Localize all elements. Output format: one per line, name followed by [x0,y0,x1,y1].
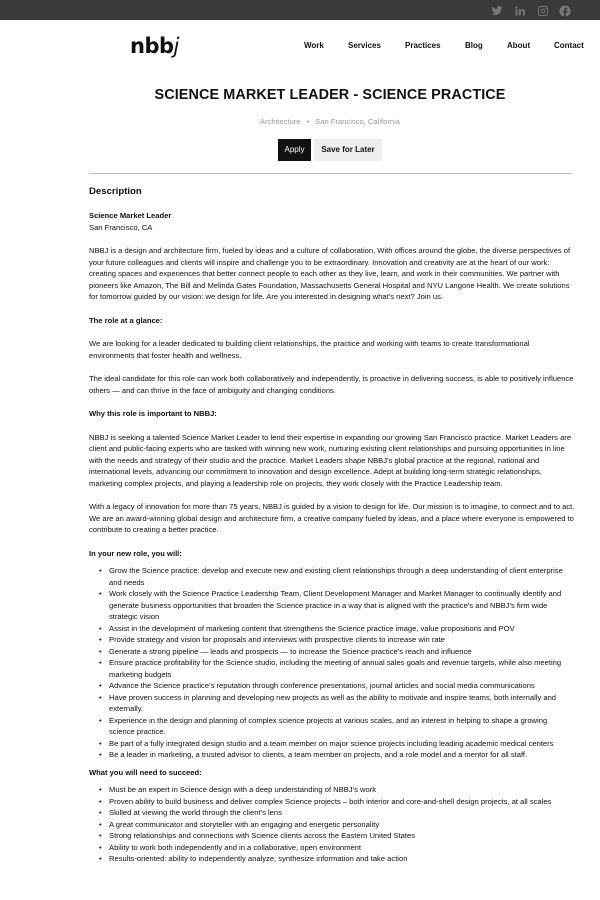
site-header [0,20,600,70]
description-heading: Description [89,186,142,197]
new-role-heading: In your new role, you will: [89,548,182,558]
nav-contact[interactable]: Contact [554,41,584,50]
job-description [89,186,575,865]
save-for-later-button[interactable]: Save for Later [314,139,382,161]
list-item: • Assist in the development of marketing content that strengthens the Science practice image, value propositions and POV [109,623,575,635]
apply-button[interactable]: Apply [278,139,311,161]
succeed-heading: What you will need to succeed: [89,767,202,777]
nav-services[interactable]: Services [348,41,381,50]
list-item: • Work closely with the Science Practice Leadership Team, Client Development Manager and Market Manager to continually identify and generate business opportunities that broaden the Science practice in a way that is aligned with the practice’s and NBBJ’s firm wide strategic vision [109,588,575,623]
glance-paragraph-2: The ideal candidate for this role can work both collaboratively and independently, is proactive in delivering success, is able to positively influence others — and can thrive in the face of ambiguity and changing conditions. [89,374,574,395]
nav-blog[interactable]: Blog [465,41,483,50]
new-role-list [109,565,575,761]
list-item: • Experience in the design and planning of complex science projects at various scales, and an interest in helping to shape a growing science practice. [109,715,575,738]
list-item: • Strong relationships and connections with Science clients across the Eastern United States [109,830,575,842]
list-item: • Results-oriented: ability to independently analyze, synthesize information and take action [109,853,575,865]
job-title: SCIENCE MARKET LEADER - SCIENCE PRACTICE [154,87,506,103]
facebook-icon[interactable] [559,5,571,17]
job-category: Architecture [259,117,301,126]
job-location: San Francisco, California [315,117,401,126]
list-item: • Ability to work both independently and in a collaborative, open environment [109,842,575,854]
glance-heading: The role at a glance: [89,315,163,325]
list-item: • Proven ability to build business and deliver complex Science projects – both interior and core-and-shell design projects, at all scales [109,796,575,808]
list-item: • Generate a strong pipeline — leads and prospects — to increase the Science practice’s reach and influence [109,646,575,658]
nav-practices[interactable]: Practices [405,41,441,50]
list-item: • Must be an expert in Science design with a deep understanding of NBBJ’s work [109,784,575,796]
meta-separator: • [306,117,310,126]
list-item: • Grow the Science practice: develop and execute new and existing client relationships through a deep understanding of client enterprise and needs [109,565,575,588]
list-item: • A great communicator and storyteller with an engaging and energetic personality [109,819,575,831]
why-paragraph-1: NBBJ is seeking a talented Science Market Leader to lend their expertise in expanding our growing San Francisco practice. Market Leaders are client and public-facing experts who are tasked with winning new work, nurturing existing client relationships and pursuing opportunities in line with the needs and strategy of their studio and the practice. Market Leaders shape NBBJ’s global practice at the regional, national and international levels, advancing our commitment to innovation and design excellence. Adept at building long-term strategic relationships, marketing complex projects, and playing a leadership role on projects, they work closely with the Practice Leadership team. [89,432,572,488]
list-item: • Have proven success in planning and developing new projects as well as the ability to motivate and inspire teams, both internally and externally. [109,692,575,715]
divider [89,173,572,174]
linkedin-icon[interactable] [514,5,526,17]
role-location: San Francisco, CA [89,222,153,232]
list-item: • Be a leader in marketing, a trusted advisor to clients, a team member on projects, and a role model and a mentor for all staff. [109,749,575,761]
why-heading: Why this role is important to NBBJ: [89,409,217,418]
succeed-list [109,784,575,865]
nav-work[interactable]: Work [304,41,324,50]
instagram-icon[interactable] [537,5,549,17]
glance-paragraph-1: We are looking for a leader dedicated to building client relationships, the practice and working with teams to create transformational environments that foster health and wellness. [89,339,530,360]
list-item: • Provide strategy and vision for proposals and interviews with prospective clients to increase win rate [109,634,575,646]
top-bar [0,0,600,20]
intro-paragraph: NBBJ is a design and architecture firm, fueled by ideas and a culture of collaboration. With offices around the globe, the diverse perspectives of your future colleagues and clients will inspire and challenge you to be extraordinary. Innovation and creativity are at the heart of our work: creating spaces and experiences that better connect people to each other as they live, learn, and work in their communities. We partner with pioneers like Amazon, The Bill and Melinda Gates Foundation, Massachusetts General Hospital and NYU Langone Health. We create solutions for tomorrow guided by our vision: we design for life. Are you interested in designing what’s next? Join us. [89,246,571,301]
list-item: • Ensure practice profitability for the Science studio, including the meeting of annual sales goals and revenue targets, while also meeting marketing budgets [109,657,575,680]
twitter-icon[interactable] [491,5,503,17]
nav-about[interactable]: About [507,41,531,50]
job-meta [0,116,600,128]
list-item: • Advance the Science practice’s reputation through conference presentations, journal articles and social media communications [109,680,575,692]
why-paragraph-2: With a legacy of innovation for more than 75 years, NBBJ is guided by a vision to design for life. Our mission is to imagine, to connect and to act. We are an award-winning global design and architecture firm, a creative company fueled by ideas, and a place where everyone is empowered to contribute to creating a better practice. [89,502,575,534]
list-item: • Skilled at viewing the world through the client’s lens [109,807,575,819]
list-item: • Be part of a fully integrated design studio and a team member on major science projects including leading academic medical centers [109,738,575,750]
role-title: Science Market Leader [89,211,172,220]
nbbj-logo[interactable]: nbbj [130,34,179,58]
